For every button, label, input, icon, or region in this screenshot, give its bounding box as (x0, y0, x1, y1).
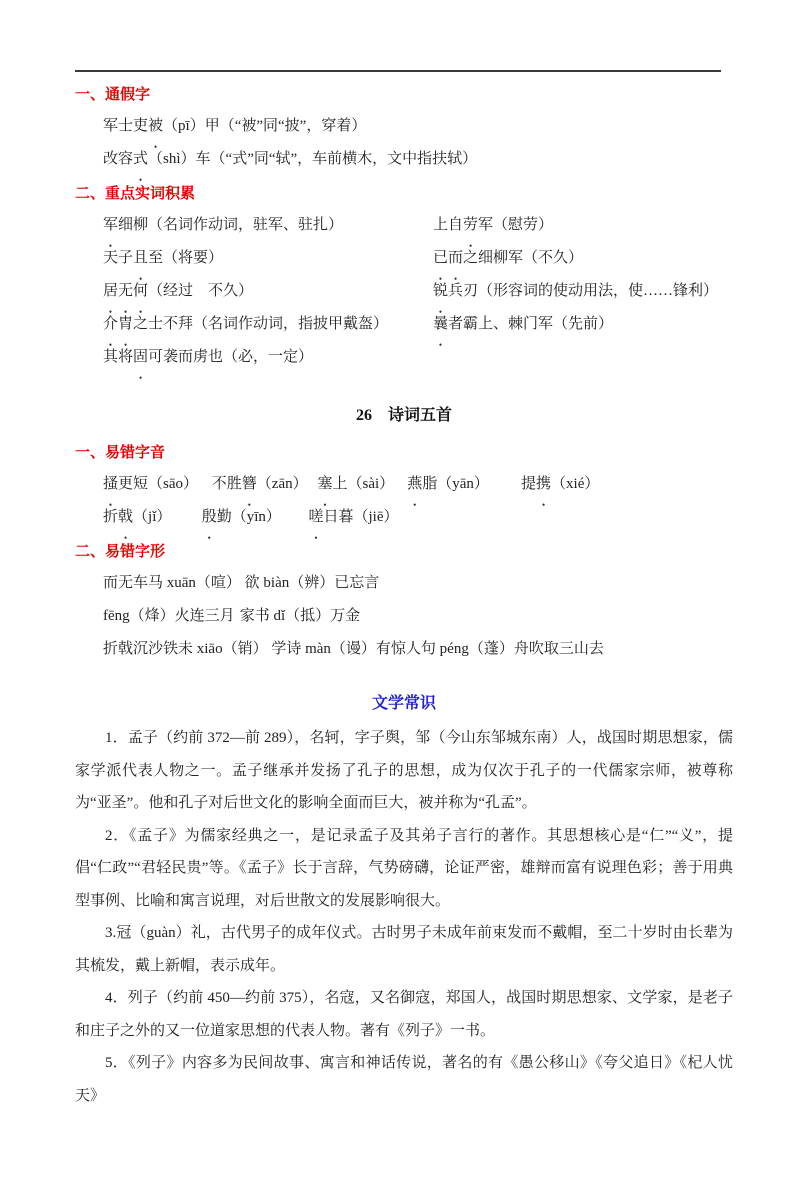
zixing-item: 家书 dǐ（抵）万金 (239, 608, 361, 624)
pinyin-item: 折戟（jǐ） (103, 509, 172, 525)
document-page (0, 70, 793, 1192)
zixing-item: fēng（烽）火连三月 (103, 608, 235, 624)
pinyin-item: 提携（xié） (521, 476, 600, 492)
heading-tongjiazi: 一、通假字 (75, 86, 151, 103)
literary-paragraph-5: 5．《列子》内容多为民间故事、寓言和神话传说，著名的有《愚公移山》《夸父追日》《杞人忧天》 (75, 1055, 733, 1104)
shici-right: 曩者霸上、棘门军（先前） (433, 316, 614, 332)
shici-left: 天子且至（将要） (103, 250, 224, 266)
shici-right: 上自劳军（慰劳） (433, 217, 554, 233)
pinyin-item: 搔更短（sāo） (103, 476, 199, 492)
shici-left: 居无何（经过 不久） (103, 283, 254, 299)
shici-row-3 (103, 275, 733, 308)
pinyin-item: 塞上（sài） (317, 476, 395, 492)
shici-left: 介胄之士不拜（名词作动词，指披甲戴盔） (103, 316, 389, 332)
top-rule (75, 70, 721, 72)
zixing-item: péng（蓬）舟吹取三山去 (439, 641, 604, 657)
heading-literary-knowledge: 文学常识 (371, 695, 436, 712)
literary-paragraphs (75, 722, 733, 1112)
shici-left: 其将固可袭而虏也（必，一定） (103, 349, 314, 365)
zixing-item: 折戟沉沙铁未 xiāo（销） (103, 641, 268, 657)
shici-row-4 (103, 308, 733, 341)
zixing-item: 学诗 màn（谩）有惊人句 (271, 641, 436, 657)
shici-left: 军细柳（名词作动词，驻军、驻扎） (103, 217, 344, 233)
zixing-item: 欲 biàn（辨）已忘言 (244, 575, 380, 591)
heading-yicuoziyin: 一、易错字音 (75, 444, 166, 461)
heading-yicuozixing: 二、易错字形 (75, 543, 166, 560)
zixing-row-3 (103, 633, 733, 666)
pinyin-item: 不胜簪（zān） (211, 476, 308, 492)
shici-row-2 (103, 242, 733, 275)
literary-paragraph-1: 1．孟子（约前 372—前 289），名轲，字子舆，邹（今山东邹城东南）人，战国时期思想家，儒家学派代表人物之一。孟子继承并发扬了孔子的思想，成为仅次于孔子的一代儒家宗师，被尊称为“亚圣”。他和孔子对后世文化的影响全面而巨大，被并称为“孔孟”。 (75, 730, 733, 811)
zixing-row-2 (103, 600, 733, 633)
pinyin-item: 嗟日暮（jiē） (308, 509, 399, 525)
literary-paragraph-2: 2．《孟子》为儒家经典之一，是记录孟子及其弟子言行的著作。其思想核心是“仁”“义”，提倡“仁政”“君轻民贵”等。《孟子》长于言辞，气势磅礴，论证严密，雄辩而富有说理色彩；善于用典型事例、比喻和寓言说理，对后世散文的发展影响很大。 (75, 827, 733, 909)
tongjia-line-1: 军士吏被（pī）甲（“被”同“披”，穿着） (103, 118, 367, 134)
pinyin-item: 燕脂（yān） (407, 476, 489, 492)
tongjia-line-2: 改容式（shì）车（“式”同“轼”，车前横木，文中指扶轼） (103, 151, 478, 167)
shici-row-5 (103, 341, 733, 374)
lesson-title: 26 诗词五首 (355, 407, 452, 424)
literary-paragraph-4: 4．列子（约前 450—约前 375），名寇，又名御寇，郑国人，战国时期思想家、文学家，是老子和庄子之外的又一位道家思想的代表人物。著有《列子》一书。 (75, 990, 733, 1039)
zixing-row-1 (103, 567, 733, 600)
heading-shici: 二、重点实词积累 (75, 185, 196, 202)
pinyin-row-1 (103, 468, 733, 501)
shici-row-1 (103, 209, 733, 242)
shici-right: 已而之细柳军（不久） (433, 250, 584, 266)
shici-right: 锐兵刃（形容词的使动用法，使……锋利） (433, 283, 719, 299)
zixing-item: 而无车马 xuān（喧） (103, 575, 241, 591)
pinyin-row-2 (103, 501, 733, 534)
pinyin-item: 殷勤（yīn） (201, 509, 281, 525)
shici-right (433, 341, 733, 374)
literary-paragraph-3: 3.冠（guàn）礼，古代男子的成年仪式。古时男子未成年前束发而不戴帽，至二十岁时由长辈为其梳发，戴上新帽，表示成年。 (75, 925, 733, 974)
